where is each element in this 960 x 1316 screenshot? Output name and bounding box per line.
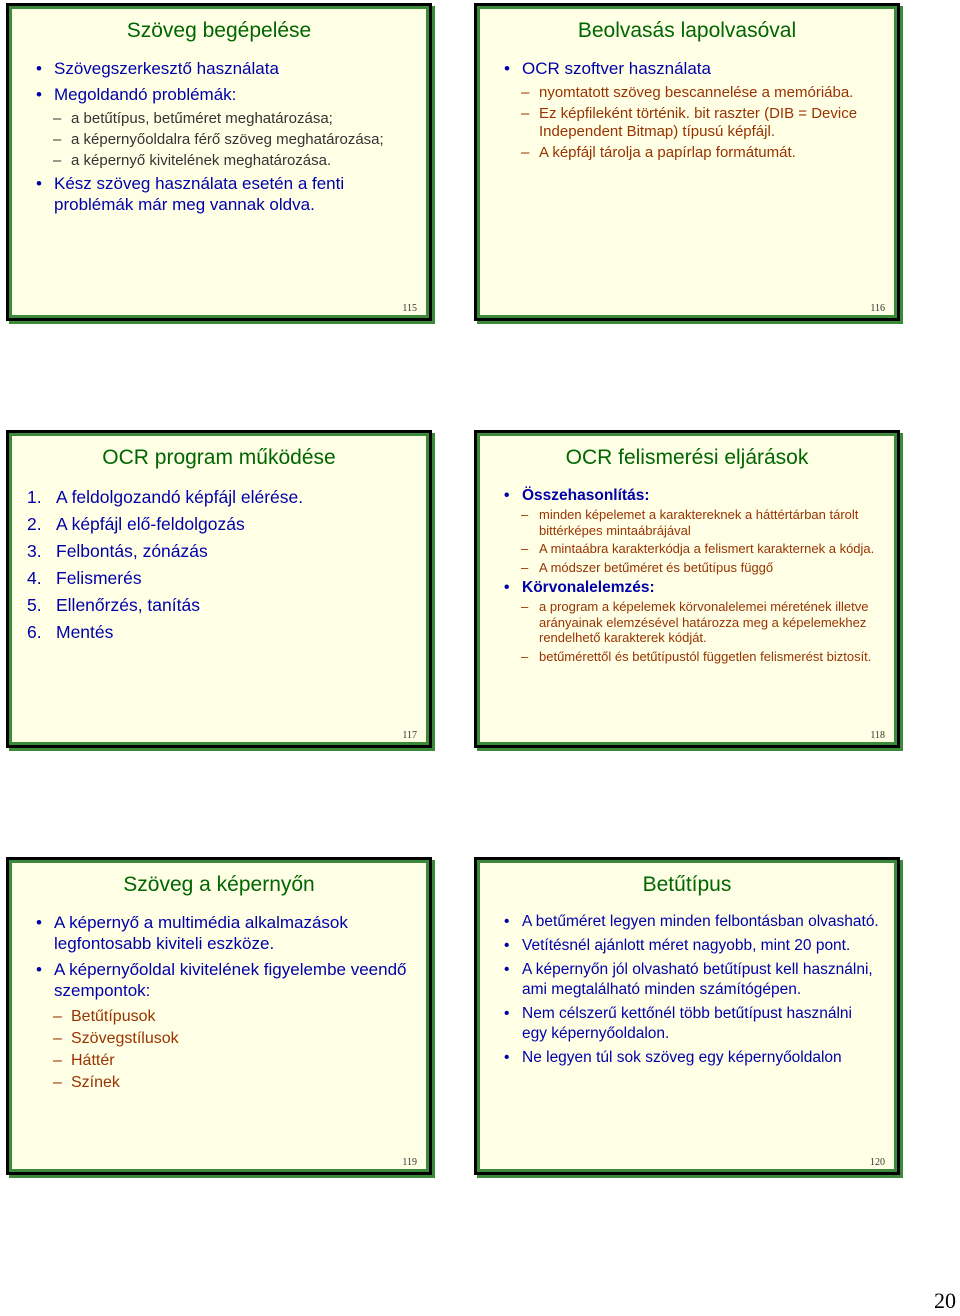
sub-bullet: – Háttér [29, 1050, 413, 1072]
slide-title: Szöveg begépelése [126, 19, 312, 42]
bullet: • Vetítésnél ajánlott méret nagyobb, mint 20 pont. [497, 936, 881, 956]
slide-number: 120 [870, 1157, 885, 1168]
bullet: • A képernyőn jól olvasható betűtípust kell használni, ami megtalálható minden számítógépen. [497, 960, 881, 1000]
slide-body [497, 58, 881, 165]
sub-bullet: – Ez képfileként történik. bit raszter (DIB = Device Independent Bitmap) típusú képfájl. [497, 105, 881, 141]
step-item: 4. Felismerés [27, 568, 142, 588]
sub-bullet: – A módszer betűméret és betűtípus függő [497, 560, 881, 576]
slide-118 [474, 430, 900, 748]
sub-bullet: – Színek [29, 1072, 413, 1094]
slide-115 [6, 3, 432, 321]
sub-bullet: – A mintaábra karakterkódja a felismert karakternek a kódja. [497, 541, 881, 557]
slide-number: 117 [402, 730, 417, 741]
slide-number: 119 [402, 1157, 417, 1168]
bullet: • Szövegszerkesztő használata [29, 58, 413, 79]
sub-bullet: – nyomtatott szöveg bescannelése a memóriába. [497, 84, 881, 102]
bullet: • A betűméret legyen minden felbontásban olvasható. [497, 912, 881, 932]
sub-bullet: – a program a képelemek körvonalelemei méretének illetve arányainak elemzésével határozza meg a képelemekhez rendelhető karakterek kódját. [497, 599, 881, 646]
sub-bullet: – betűmérettől és betűtípustól független felismerést biztosít. [497, 649, 881, 665]
slide-body [497, 486, 881, 667]
slide-body [29, 912, 413, 1094]
step-item: 3. Felbontás, zónázás [27, 541, 208, 561]
bullet: • Megoldandó problémák: [29, 84, 413, 105]
slide-120 [474, 857, 900, 1175]
bullet: • A képernyőoldal kivitelének figyelembe veendő szempontok: [29, 959, 413, 1001]
slide-119 [6, 857, 432, 1175]
bullet: • Nem célszerű kettőnél több betűtípust használni egy képernyőoldalon. [497, 1004, 881, 1044]
bullet: • Összehasonlítás: [497, 486, 881, 505]
step-item: 6. Mentés [27, 622, 114, 642]
sub-bullet: – Betűtípusok [29, 1006, 413, 1028]
bullet: • OCR szoftver használata [497, 58, 881, 79]
slide-title: Szöveg a képernyőn [123, 873, 315, 896]
slide-body [29, 58, 413, 220]
page-number: 20 [934, 1288, 956, 1313]
bullet: • Ne legyen túl sok szöveg egy képernyőoldalon [497, 1048, 881, 1068]
slide-116 [474, 3, 900, 321]
sub-bullet: – a betűtípus, betűméret meghatározása; [29, 110, 413, 128]
step-item: 5. Ellenőrzés, tanítás [27, 595, 200, 615]
slide-117 [6, 430, 432, 748]
slide-title: Beolvasás lapolvasóval [577, 19, 797, 42]
slide-body [19, 487, 413, 649]
bullet: • A képernyő a multimédia alkalmazások legfontosabb kiviteli eszköze. [29, 912, 413, 954]
sub-bullet: – a képernyő kivitelének meghatározása. [29, 152, 413, 170]
bullet: • Körvonalelemzés: [497, 578, 881, 597]
slide-title: OCR felismerési eljárások [565, 446, 809, 469]
bullet: • Kész szöveg használata esetén a fenti problémák már meg vannak oldva. [29, 173, 413, 215]
step-item: 2. A képfájl elő-feldolgozás [27, 514, 245, 534]
sub-bullet: – Szövegstílusok [29, 1028, 413, 1050]
sub-bullet: – a képernyőoldalra férő szöveg meghatározása; [29, 131, 413, 149]
slide-number: 116 [870, 303, 885, 314]
sub-bullet: – minden képelemet a karaktereknek a háttértárban tárolt bittérképes mintaábrájával [497, 507, 881, 538]
step-item: 1. A feldolgozandó képfájl elérése. [27, 487, 304, 507]
slide-title: OCR program működése [102, 446, 336, 469]
slide-number: 115 [402, 303, 417, 314]
slide-number: 118 [870, 730, 885, 741]
slide-title: Betűtípus [642, 873, 732, 896]
sub-bullet: – A képfájl tárolja a papírlap formátumát. [497, 144, 881, 162]
slide-body [497, 912, 881, 1072]
